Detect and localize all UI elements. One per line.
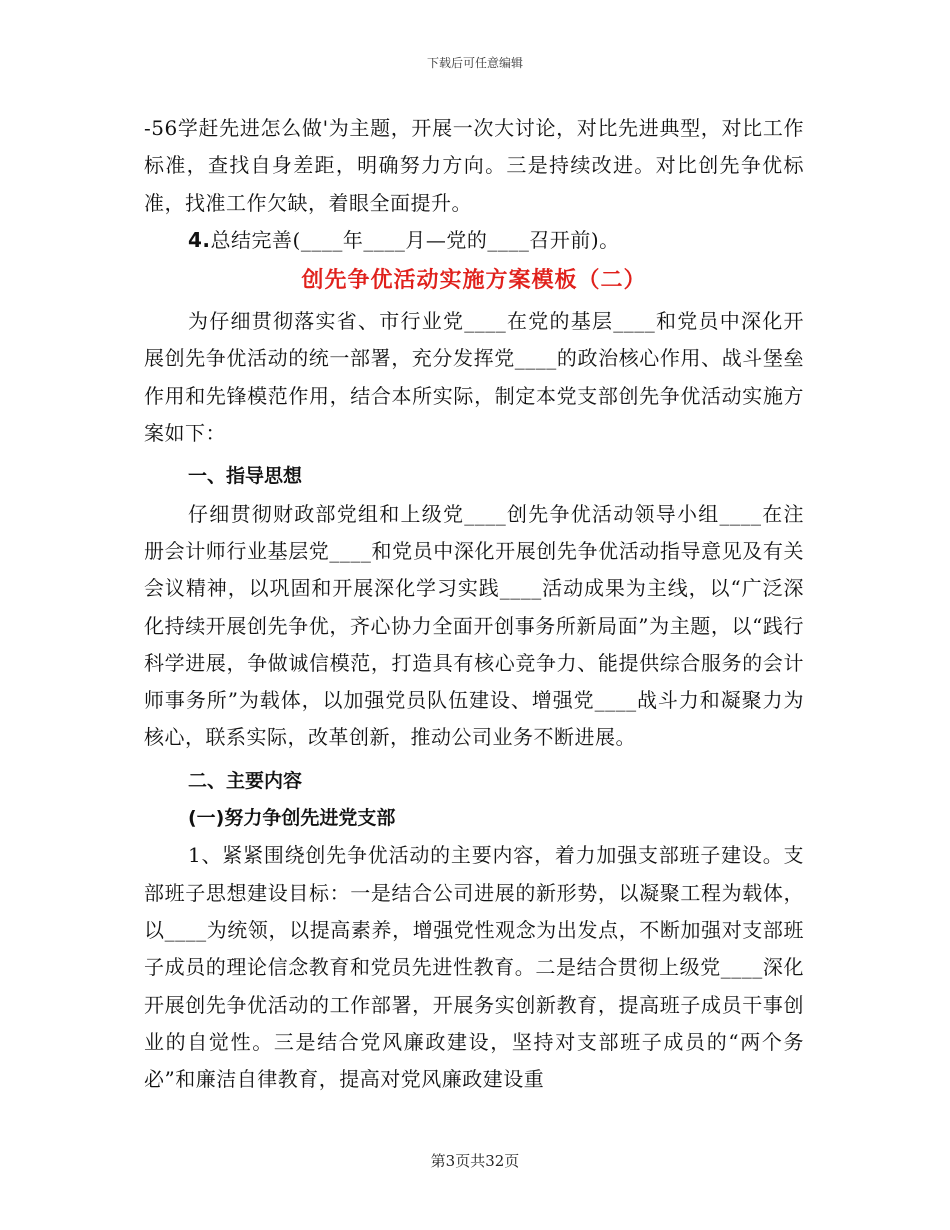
step-text: 总结完善(____年____月—党的____召开前)。 [210, 227, 620, 252]
subsection-heading-advanced-branch: (一)努力争创先进党支部 [188, 807, 396, 830]
paragraph-intro: 为仔细贯彻落实省、市行业党____在党的基层____和党员中深化开展创先争优活动的统一部署，充分发挥党____的政治核心作用、战斗堡垒作用和先锋模范作用，结合本所实际，制定本党支部创先争优活动实施方案如下： [144, 309, 804, 446]
section-heading-guiding-thought: 一、指导思想 [188, 465, 303, 488]
paragraph-continued: -56学赶先进怎么做'为主题，开展一次大讨论，对比先进典型，对比工作标准，查找自身差距，明确努力方向。三是持续改进。对比创先争优标准，找准工作欠缺，着眼全面提升。 [144, 116, 804, 215]
paragraph-summary-step [144, 222, 804, 259]
paragraph-guiding-thought: 仔细贯彻财政部党组和上级党____创先争优活动领导小组____在注册会计师行业基层党____和党员中深化开展创先争优活动指导意见及有关会议精神，以巩固和开展深化学习实践____活动成果为主线，以“广泛深化持续开展创先争优，齐心协力全面开创事务所新局面”为主题，以“践行科学进展，争做诚信模范，打造具有核心竞争力、能提供综合服务的会计师事务所”为载体，以加强党员队伍建设、增强党____战斗力和凝聚力为核心，联系实际，改革创新，推动公司业务不断进展。 [144, 501, 804, 750]
paragraph-branch-building: 1、紧紧围绕创先争优活动的主要内容，着力加强支部班子建设。支部班子思想建设目标：一是结合公司进展的新形势，以凝聚工程为载体，以____为统领，以提高素养，增强党性观念为出发点，不断加强对支部班子成员的理论信念教育和党员先进性教育。二是结合贯彻上级党____深化开展创先争优活动的工作部署，开展务实创新教育，提高班子成员干事创业的自觉性。三是结合党风廉政建设，坚持对支部班子成员的“两个务必”和廉洁自律教育，提高对党风廉政建设重 [144, 843, 804, 1092]
document-body [144, 110, 804, 1098]
section-heading-main-content: 二、主要内容 [188, 769, 303, 792]
page-header: 下载后可任意编辑 [426, 56, 523, 70]
page-footer: 第3页共32页 [430, 1152, 520, 1170]
step-number: 4. [188, 227, 211, 252]
document-title: 创先争优活动实施方案模板（二） [301, 268, 647, 294]
